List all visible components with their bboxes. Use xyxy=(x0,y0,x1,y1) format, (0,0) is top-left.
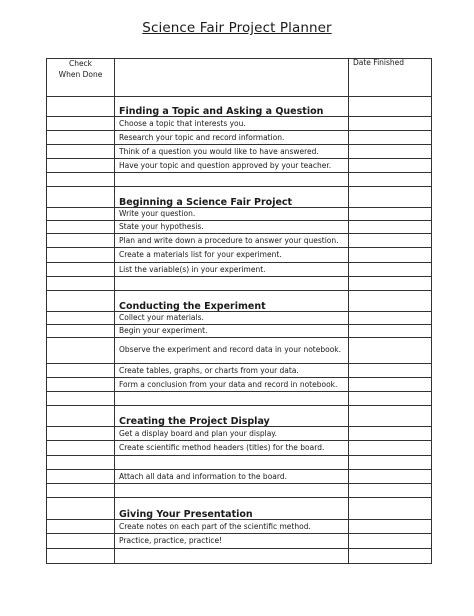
date-cell[interactable] xyxy=(349,364,432,378)
task-row xyxy=(47,364,432,378)
date-cell[interactable] xyxy=(349,441,432,456)
check-cell[interactable] xyxy=(47,187,115,208)
check-cell[interactable] xyxy=(47,277,115,291)
date-cell[interactable] xyxy=(349,520,432,534)
section-heading: Conducting the Experiment xyxy=(115,291,349,312)
task-text: Practice, practice, practice! xyxy=(115,534,349,549)
date-cell[interactable] xyxy=(349,498,432,520)
check-header-label-line2: When Done xyxy=(58,69,103,79)
check-cell[interactable] xyxy=(47,484,115,498)
task-row xyxy=(47,159,432,173)
task-text: Observe the experiment and record data in your notebook. xyxy=(115,338,349,364)
task-text: Write your question. xyxy=(115,208,349,221)
check-cell[interactable] xyxy=(47,312,115,325)
date-cell[interactable] xyxy=(349,392,432,406)
task-row xyxy=(47,427,432,441)
check-cell[interactable] xyxy=(47,406,115,427)
task-row xyxy=(47,131,432,145)
task-text: Begin your experiment. xyxy=(115,325,349,338)
task-row xyxy=(47,145,432,159)
task-text: Create tables, graphs, or charts from your data. xyxy=(115,364,349,378)
check-cell[interactable] xyxy=(47,392,115,406)
task-text: List the variable(s) in your experiment. xyxy=(115,263,349,277)
date-cell[interactable] xyxy=(349,248,432,263)
task-text: Choose a topic that interests you. xyxy=(115,117,349,131)
spacer-row xyxy=(47,173,432,187)
task-row xyxy=(47,378,432,392)
check-cell[interactable] xyxy=(47,338,115,364)
check-cell[interactable] xyxy=(47,173,115,187)
page-title: Science Fair Project Planner xyxy=(142,20,332,36)
date-cell[interactable] xyxy=(349,263,432,277)
date-cell[interactable] xyxy=(349,131,432,145)
task-row xyxy=(47,208,432,221)
header-row xyxy=(47,59,432,97)
date-cell[interactable] xyxy=(349,470,432,484)
task-text: Get a display board and plan your display. xyxy=(115,427,349,441)
check-column-header xyxy=(47,59,115,97)
section-heading-row xyxy=(47,406,432,427)
check-header-label: Check xyxy=(68,59,93,68)
date-cell[interactable] xyxy=(349,291,432,312)
spacer-cell xyxy=(115,392,349,406)
check-cell[interactable] xyxy=(47,498,115,520)
spacer-cell xyxy=(115,277,349,291)
task-text: Create notes on each part of the scientific method. xyxy=(115,520,349,534)
date-cell[interactable] xyxy=(349,208,432,221)
date-cell[interactable] xyxy=(349,173,432,187)
date-cell[interactable] xyxy=(349,456,432,470)
date-cell[interactable] xyxy=(349,312,432,325)
date-cell[interactable] xyxy=(349,234,432,248)
check-cell[interactable] xyxy=(47,291,115,312)
check-cell[interactable] xyxy=(47,441,115,456)
date-cell[interactable] xyxy=(349,549,432,564)
planner-table xyxy=(46,58,432,564)
task-text: Create scientific method headers (titles) for the board. xyxy=(115,441,349,456)
task-text: Form a conclusion from your data and record in notebook. xyxy=(115,378,349,392)
spacer-cell xyxy=(115,484,349,498)
check-cell[interactable] xyxy=(47,97,115,117)
task-row xyxy=(47,534,432,549)
spacer-cell xyxy=(115,549,349,564)
date-cell[interactable] xyxy=(349,117,432,131)
spacer-cell xyxy=(115,173,349,187)
date-cell[interactable] xyxy=(349,338,432,364)
date-cell[interactable] xyxy=(349,277,432,291)
task-text: Create a materials list for your experiment. xyxy=(115,248,349,263)
section-heading: Beginning a Science Fair Project xyxy=(115,187,349,208)
spacer-row xyxy=(47,484,432,498)
section-heading-row xyxy=(47,291,432,312)
section-heading: Creating the Project Display xyxy=(115,406,349,427)
task-text: Research your topic and record information. xyxy=(115,131,349,145)
task-row xyxy=(47,248,432,263)
date-cell[interactable] xyxy=(349,187,432,208)
check-cell[interactable] xyxy=(47,456,115,470)
check-cell[interactable] xyxy=(47,117,115,131)
task-row xyxy=(47,117,432,131)
section-heading-row xyxy=(47,498,432,520)
check-cell[interactable] xyxy=(47,145,115,159)
spacer-row xyxy=(47,456,432,470)
date-column-header: Date Finished xyxy=(349,59,432,97)
date-cell[interactable] xyxy=(349,406,432,427)
task-row xyxy=(47,263,432,277)
task-row xyxy=(47,234,432,248)
task-row xyxy=(47,325,432,338)
date-cell[interactable] xyxy=(349,221,432,234)
task-column-header xyxy=(115,59,349,97)
task-row xyxy=(47,312,432,325)
spacer-row xyxy=(47,277,432,291)
task-row xyxy=(47,470,432,484)
check-cell[interactable] xyxy=(47,325,115,338)
section-heading: Giving Your Presentation xyxy=(115,498,349,520)
check-cell[interactable] xyxy=(47,427,115,441)
date-cell[interactable] xyxy=(349,159,432,173)
task-text: Plan and write down a procedure to answer your question. xyxy=(115,234,349,248)
spacer-cell xyxy=(115,456,349,470)
section-heading: Finding a Topic and Asking a Question xyxy=(115,97,349,117)
check-cell[interactable] xyxy=(47,534,115,549)
spacer-row xyxy=(47,392,432,406)
check-cell[interactable] xyxy=(47,470,115,484)
section-heading-row xyxy=(47,187,432,208)
check-cell[interactable] xyxy=(47,549,115,564)
section-heading-row xyxy=(47,97,432,117)
date-cell[interactable] xyxy=(349,534,432,549)
check-cell[interactable] xyxy=(47,234,115,248)
check-cell[interactable] xyxy=(47,378,115,392)
task-text: Attach all data and information to the board. xyxy=(115,470,349,484)
date-cell[interactable] xyxy=(349,325,432,338)
check-cell[interactable] xyxy=(47,221,115,234)
date-cell[interactable] xyxy=(349,484,432,498)
task-row xyxy=(47,441,432,456)
check-cell[interactable] xyxy=(47,248,115,263)
date-cell[interactable] xyxy=(349,378,432,392)
check-cell[interactable] xyxy=(47,520,115,534)
date-cell[interactable] xyxy=(349,427,432,441)
task-text: State your hypothesis. xyxy=(115,221,349,234)
check-cell[interactable] xyxy=(47,159,115,173)
task-row xyxy=(47,520,432,534)
date-cell[interactable] xyxy=(349,145,432,159)
task-row xyxy=(47,221,432,234)
task-text: Collect your materials. xyxy=(115,312,349,325)
check-cell[interactable] xyxy=(47,208,115,221)
check-cell[interactable] xyxy=(47,131,115,145)
check-cell[interactable] xyxy=(47,364,115,378)
task-text: Have your topic and question approved by your teacher. xyxy=(115,159,349,173)
task-row xyxy=(47,338,432,364)
check-cell[interactable] xyxy=(47,263,115,277)
task-text: Think of a question you would like to have answered. xyxy=(115,145,349,159)
date-cell[interactable] xyxy=(349,97,432,117)
spacer-row xyxy=(47,549,432,564)
